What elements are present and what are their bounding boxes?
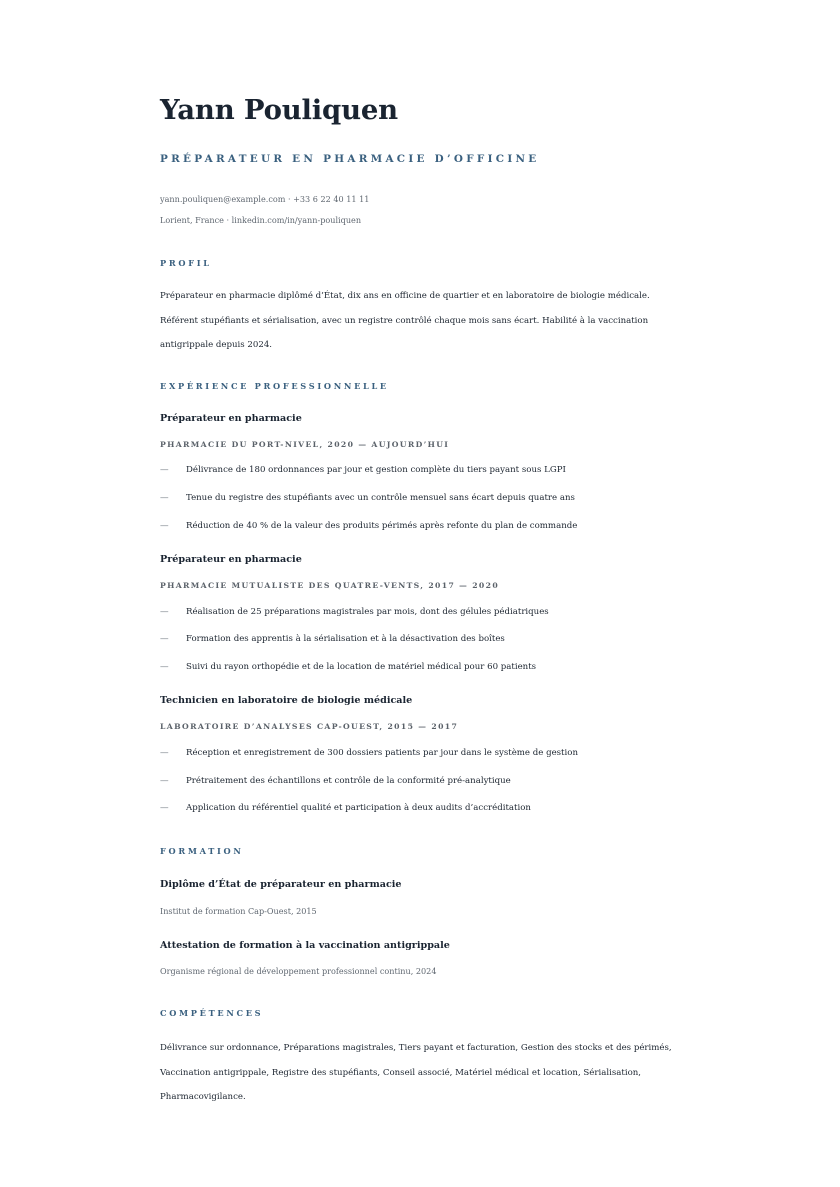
section-heading-profile: PROFIL — [160, 258, 212, 268]
bullet-text: Application du référentiel qualité et participation à deux audits d’accréditation — [186, 803, 531, 813]
bullet-dash: — — [160, 607, 169, 617]
education-institution: Organisme régional de développement professionnel continu, 2024 — [160, 966, 437, 976]
bullet-text: Prétraitement des échantillons et contrôle de la conformité pré-analytique — [186, 776, 511, 786]
candidate-name: Yann Pouliquen — [160, 94, 398, 126]
education-title: Diplôme d’État de préparateur en pharmacie — [160, 879, 402, 890]
bullet-text: Formation des apprentis à la sérialisation et à la désactivation des boîtes — [186, 634, 505, 644]
bullet-text: Réalisation de 25 préparations magistrales par mois, dont des gélules pédiatriques — [186, 607, 549, 617]
job-employer-dates: LABORATOIRE D’ANALYSES CAP-OUEST, 2015 — 2017 — [160, 722, 459, 731]
bullet-dash: — — [160, 634, 169, 644]
bullet-text: Réception et enregistrement de 300 dossiers patients par jour dans le système de gestion — [186, 748, 578, 758]
bullet-dash: — — [160, 493, 169, 503]
job-title: Préparateur en pharmacie — [160, 554, 302, 565]
skills-text: Délivrance sur ordonnance, Préparations magistrales, Tiers payant et facturation, Gestion des stocks et des périmés, Vaccination antigrippale, Registre des stupéfiants, Conseil associé, Matériel médical et location, Sérialisation, Pharmacovigilance. — [160, 1043, 672, 1102]
candidate-title: PRÉPARATEUR EN PHARMACIE D’OFFICINE — [160, 153, 540, 165]
bullet-dash: — — [160, 521, 169, 531]
bullet-text: Tenue du registre des stupéfiants avec un contrôle mensuel sans écart depuis quatre ans — [186, 493, 575, 503]
education-institution: Institut de formation Cap-Ouest, 2015 — [160, 906, 317, 916]
job-title: Technicien en laboratoire de biologie médicale — [160, 695, 413, 706]
job-employer-dates: PHARMACIE DU PORT-NIVEL, 2020 — AUJOURD’HUI — [160, 440, 450, 449]
bullet-text: Suivi du rayon orthopédie et de la location de matériel médical pour 60 patients — [186, 662, 537, 672]
education-title: Attestation de formation à la vaccination antigrippale — [160, 940, 450, 951]
bullet-text: Délivrance de 180 ordonnances par jour et gestion complète du tiers payant sous LGPI — [186, 465, 566, 475]
section-heading-education: FORMATION — [160, 846, 244, 856]
bullet-dash: — — [160, 465, 169, 475]
job-employer-dates: PHARMACIE MUTUALISTE DES QUATRE-VENTS, 2017 — 2020 — [160, 581, 500, 590]
bullet-dash: — — [160, 776, 169, 786]
section-heading-experience: EXPÉRIENCE PROFESSIONNELLE — [160, 381, 389, 391]
contact-line-location-linkedin: Lorient, France · linkedin.com/in/yann-pouliquen — [160, 215, 362, 225]
profile-text: Préparateur en pharmacie diplômé d’État, dix ans en officine de quartier et en laboratoire de biologie médicale. Référent stupéfiants et sérialisation, avec un registre contrôlé chaque mois sans écart. Habilité à la vaccination antigrippale depuis 2024. — [160, 291, 650, 350]
bullet-dash: — — [160, 803, 169, 813]
job-title: Préparateur en pharmacie — [160, 413, 302, 424]
bullet-dash: — — [160, 748, 169, 758]
contact-line-email-phone: yann.pouliquen@example.com · +33 6 22 40 11 11 — [160, 194, 370, 204]
bullet-text: Réduction de 40 % de la valeur des produits périmés après refonte du plan de commande — [186, 521, 578, 531]
section-heading-skills: COMPÉTENCES — [160, 1008, 264, 1018]
bullet-dash: — — [160, 662, 169, 672]
